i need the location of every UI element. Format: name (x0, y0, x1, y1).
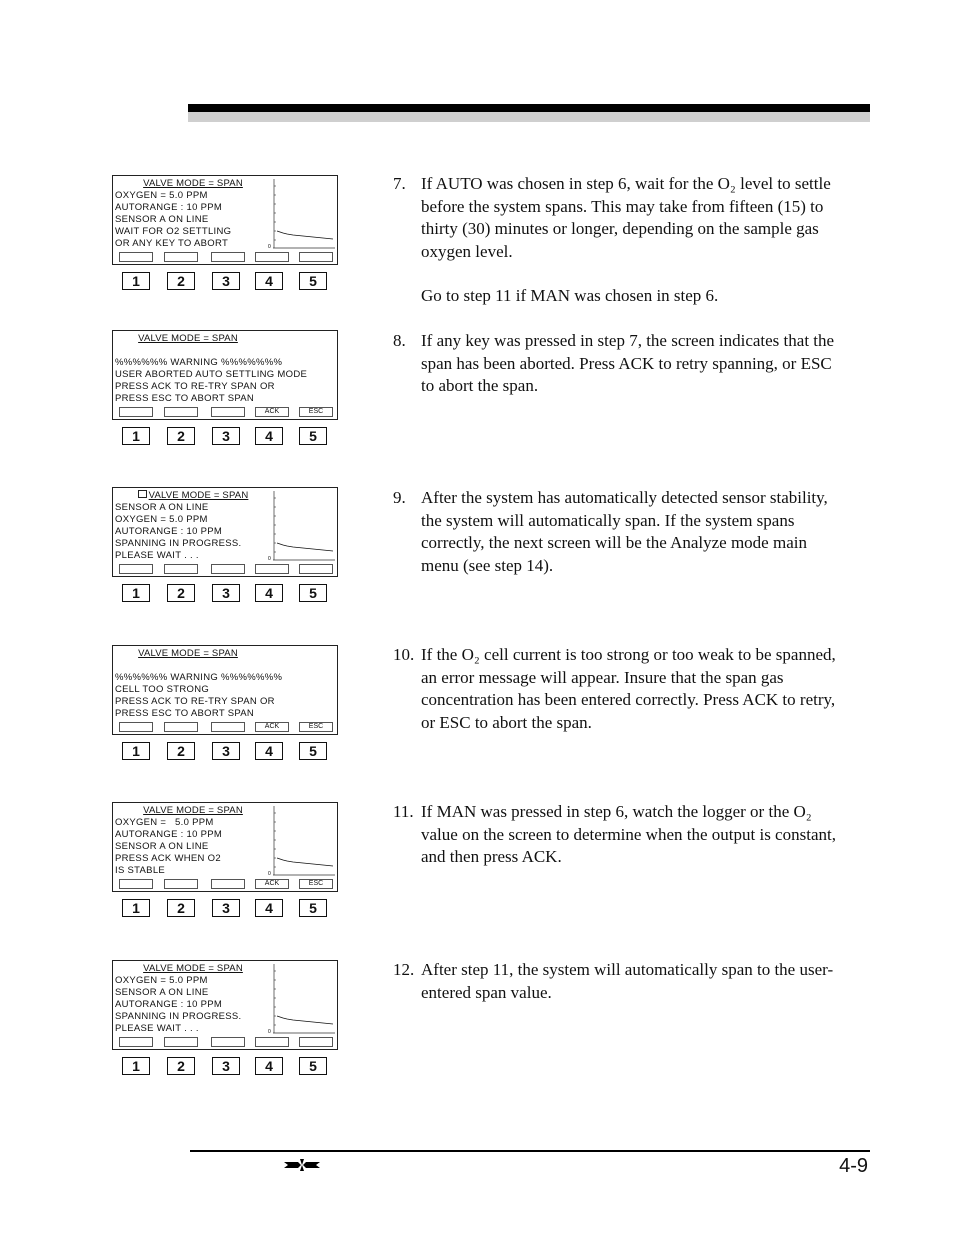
step-text: If MAN was pressed in step 6, watch the logger or the O₂ value on the screen to determine when the output is constant, and then press ACK. (421, 802, 836, 867)
screen-line: OXYGEN = 5.0 PPM (115, 514, 208, 525)
step-number: 10. (393, 645, 415, 664)
softkey-label[interactable]: ACK (255, 722, 289, 732)
keypad-button-5[interactable]: 5 (299, 427, 327, 445)
keypad-button-5[interactable]: 5 (299, 272, 327, 290)
screen-title-text: VALVE MODE = SPAN (143, 178, 243, 189)
keypad-button-2[interactable]: 2 (167, 1057, 195, 1075)
softkey-label[interactable] (119, 252, 153, 262)
keypad-row (122, 272, 332, 290)
screen-line: SENSOR A ON LINE (115, 502, 209, 513)
display-screen (112, 960, 338, 1050)
keypad-button-3[interactable]: 3 (212, 1057, 240, 1075)
graph-axes (273, 491, 335, 560)
graph-trend-line (277, 858, 333, 866)
keypad-button-4[interactable]: 4 (255, 899, 283, 917)
screen-title (113, 648, 263, 659)
screen-line: %%%%%% WARNING %%%%%%% (115, 357, 283, 368)
checkbox-icon (138, 490, 147, 498)
softkey-label[interactable] (255, 252, 289, 262)
screen-line: OR ANY KEY TO ABORT (115, 238, 229, 249)
keypad-button-3[interactable]: 3 (212, 272, 240, 290)
screen-line: AUTORANGE : 10 PPM (115, 202, 223, 213)
keypad-row (122, 1057, 332, 1075)
softkey-label[interactable] (164, 407, 198, 417)
softkey-label[interactable] (211, 564, 245, 574)
step-number: 9. (393, 488, 406, 507)
softkey-label[interactable] (211, 252, 245, 262)
graph-axes (273, 179, 335, 248)
softkey-row (119, 564, 333, 574)
softkey-label[interactable]: ESC (299, 879, 333, 889)
screen-line: SPANNING IN PROGRESS. (115, 1011, 242, 1022)
keypad-button-1[interactable]: 1 (122, 899, 150, 917)
softkey-label[interactable] (164, 564, 198, 574)
keypad-button-2[interactable]: 2 (167, 742, 195, 760)
step-number: 8. (393, 331, 406, 350)
step-text: If the O₂ cell current is too strong or too weak to be spanned, an error message will appear. Insure that the span gas concentration has been entered correctly. Press ACK to retry, or ESC to abort the span. (421, 645, 836, 732)
screen-title-text: VALVE MODE = SPAN (143, 805, 243, 816)
graph-axes (273, 964, 335, 1033)
keypad-row (122, 899, 332, 917)
page-number: 4-9 (839, 1155, 868, 1177)
softkey-label[interactable] (211, 722, 245, 732)
keypad-button-4[interactable]: 4 (255, 1057, 283, 1075)
screen-line: PRESS ACK WHEN O2 (115, 853, 221, 864)
step-text: If any key was pressed in step 7, the screen indicates that the span has been aborted. Press ACK to retry spanning, or ESC to abort the span. (421, 331, 835, 396)
graph-trend-line (277, 543, 333, 551)
softkey-row (119, 722, 333, 732)
softkey-label[interactable] (119, 407, 153, 417)
softkey-label[interactable]: ESC (299, 722, 333, 732)
softkey-label[interactable] (164, 1037, 198, 1047)
keypad-button-4[interactable]: 4 (255, 742, 283, 760)
step-number: 11. (393, 802, 414, 821)
softkey-label[interactable] (299, 252, 333, 262)
keypad-button-3[interactable]: 3 (212, 899, 240, 917)
display-screen (112, 487, 338, 577)
keypad-button-4[interactable]: 4 (255, 272, 283, 290)
screen-line: IS STABLE (115, 865, 166, 876)
softkey-label[interactable] (211, 879, 245, 889)
softkey-label[interactable] (255, 564, 289, 574)
screen-line: PLEASE WAIT . . . (115, 550, 199, 561)
graph-axis-label: 0 (268, 244, 271, 250)
softkey-row (119, 1037, 333, 1047)
step-text: If AUTO was chosen in step 6, wait for the O₂ level to settle before the system spans. This may take from fifteen (15) to thirty (30) minutes or longer, depending on the sample gas oxygen level. (421, 174, 831, 261)
screen-line: PLEASE WAIT . . . (115, 1023, 199, 1034)
softkey-row (119, 407, 333, 417)
softkey-label[interactable] (119, 879, 153, 889)
trend-graph (268, 490, 335, 562)
softkey-label[interactable] (255, 1037, 289, 1047)
screen-line: WAIT FOR O2 SETTLING (115, 226, 232, 237)
softkey-row (119, 879, 333, 889)
graph-trend-line (277, 231, 333, 239)
screen-line: OXYGEN = 5.0 PPM (115, 190, 208, 201)
keypad-button-1[interactable]: 1 (122, 427, 150, 445)
keypad-row (122, 584, 332, 602)
screen-lines (115, 357, 307, 405)
keypad-button-5[interactable]: 5 (299, 742, 327, 760)
keypad-button-2[interactable]: 2 (167, 584, 195, 602)
display-screen (112, 802, 338, 892)
screen-line: SENSOR A ON LINE (115, 214, 209, 225)
keypad-button-5[interactable]: 5 (299, 899, 327, 917)
keypad-button-1[interactable]: 1 (122, 742, 150, 760)
trend-graph (268, 963, 335, 1035)
softkey-label[interactable] (299, 564, 333, 574)
keypad-button-5[interactable]: 5 (299, 584, 327, 602)
screen-lines (115, 190, 231, 250)
keypad-button-4[interactable]: 4 (255, 427, 283, 445)
trend-graph (268, 805, 335, 877)
softkey-label[interactable] (299, 1037, 333, 1047)
teledyne-logo-icon (282, 1156, 322, 1174)
screen-title-text: VALVE MODE = SPAN (148, 490, 249, 501)
screen-title (113, 333, 263, 344)
keypad-button-3[interactable]: 3 (212, 742, 240, 760)
keypad-row (122, 427, 332, 445)
header-band (188, 112, 870, 122)
softkey-row (119, 252, 333, 262)
graph-axis-label: 0 (268, 556, 271, 562)
screen-line: SENSOR A ON LINE (115, 841, 209, 852)
softkey-label[interactable] (164, 879, 198, 889)
screen-line: PRESS ESC TO ABORT SPAN (115, 708, 255, 719)
graph-axis-label: 0 (268, 1029, 271, 1035)
softkey-label[interactable] (119, 1037, 153, 1047)
display-screen (112, 175, 338, 265)
softkey-label[interactable] (211, 407, 245, 417)
screen-title (113, 805, 273, 816)
display-screen (112, 330, 338, 420)
trend-graph (268, 178, 335, 250)
step-text: After the system has automatically detected sensor stability, the system will automatically span. If the system spans correctly, the next screen will be the Analyze mode main menu (see step 14). (421, 488, 828, 575)
screen-line: OXYGEN = 5.0 PPM (115, 817, 214, 828)
screen-line: AUTORANGE : 10 PPM (115, 526, 223, 537)
screen-title (113, 963, 273, 974)
screen-lines (115, 502, 241, 562)
screen-line: SENSOR A ON LINE (115, 987, 209, 998)
keypad-button-2[interactable]: 2 (167, 272, 195, 290)
keypad-button-1[interactable]: 1 (122, 272, 150, 290)
step-note: Go to step 11 if MAN was chosen in step 6. (421, 286, 719, 305)
screen-line: PRESS ACK TO RE-TRY SPAN OR (115, 696, 275, 707)
header-rule (188, 104, 870, 112)
screen-line: CELL TOO STRONG (115, 684, 210, 695)
step-number: 7. (393, 174, 406, 193)
screen-line: OXYGEN = 5.0 PPM (115, 975, 208, 986)
screen-line: %%%%%% WARNING %%%%%%% (115, 672, 283, 683)
screen-line: PRESS ESC TO ABORT SPAN (115, 393, 255, 404)
softkey-label[interactable] (164, 252, 198, 262)
keypad-button-5[interactable]: 5 (299, 1057, 327, 1075)
softkey-label[interactable] (119, 564, 153, 574)
softkey-label[interactable]: ACK (255, 407, 289, 417)
softkey-label[interactable] (164, 722, 198, 732)
softkey-label[interactable]: ESC (299, 407, 333, 417)
keypad-button-1[interactable]: 1 (122, 584, 150, 602)
keypad-button-4[interactable]: 4 (255, 584, 283, 602)
step-number: 12. (393, 960, 415, 979)
softkey-label[interactable] (119, 722, 153, 732)
screen-line: SPANNING IN PROGRESS. (115, 538, 242, 549)
display-screen (112, 645, 338, 735)
screen-title-text: VALVE MODE = SPAN (138, 333, 238, 344)
keypad-button-1[interactable]: 1 (122, 1057, 150, 1075)
screen-title (113, 178, 273, 189)
screen-line: USER ABORTED AUTO SETTLING MODE (115, 369, 308, 380)
graph-axis-label: 0 (268, 871, 271, 877)
screen-line: PRESS ACK TO RE-TRY SPAN OR (115, 381, 275, 392)
screen-lines (115, 672, 282, 720)
screen-line: AUTORANGE : 10 PPM (115, 999, 223, 1010)
keypad-row (122, 742, 332, 760)
screen-lines (115, 975, 241, 1035)
screen-title-text: VALVE MODE = SPAN (143, 963, 243, 974)
screen-title (113, 490, 273, 501)
graph-trend-line (277, 1016, 333, 1024)
keypad-button-3[interactable]: 3 (212, 584, 240, 602)
softkey-label[interactable] (211, 1037, 245, 1047)
screen-title-text: VALVE MODE = SPAN (138, 648, 238, 659)
keypad-button-3[interactable]: 3 (212, 427, 240, 445)
keypad-button-2[interactable]: 2 (167, 899, 195, 917)
step-text: After step 11, the system will automatically span to the user-entered span value. (421, 960, 834, 1002)
footer-rule (190, 1150, 870, 1152)
softkey-label[interactable]: ACK (255, 879, 289, 889)
graph-axes (273, 806, 335, 875)
screen-lines (115, 817, 222, 877)
screen-line: AUTORANGE : 10 PPM (115, 829, 223, 840)
keypad-button-2[interactable]: 2 (167, 427, 195, 445)
